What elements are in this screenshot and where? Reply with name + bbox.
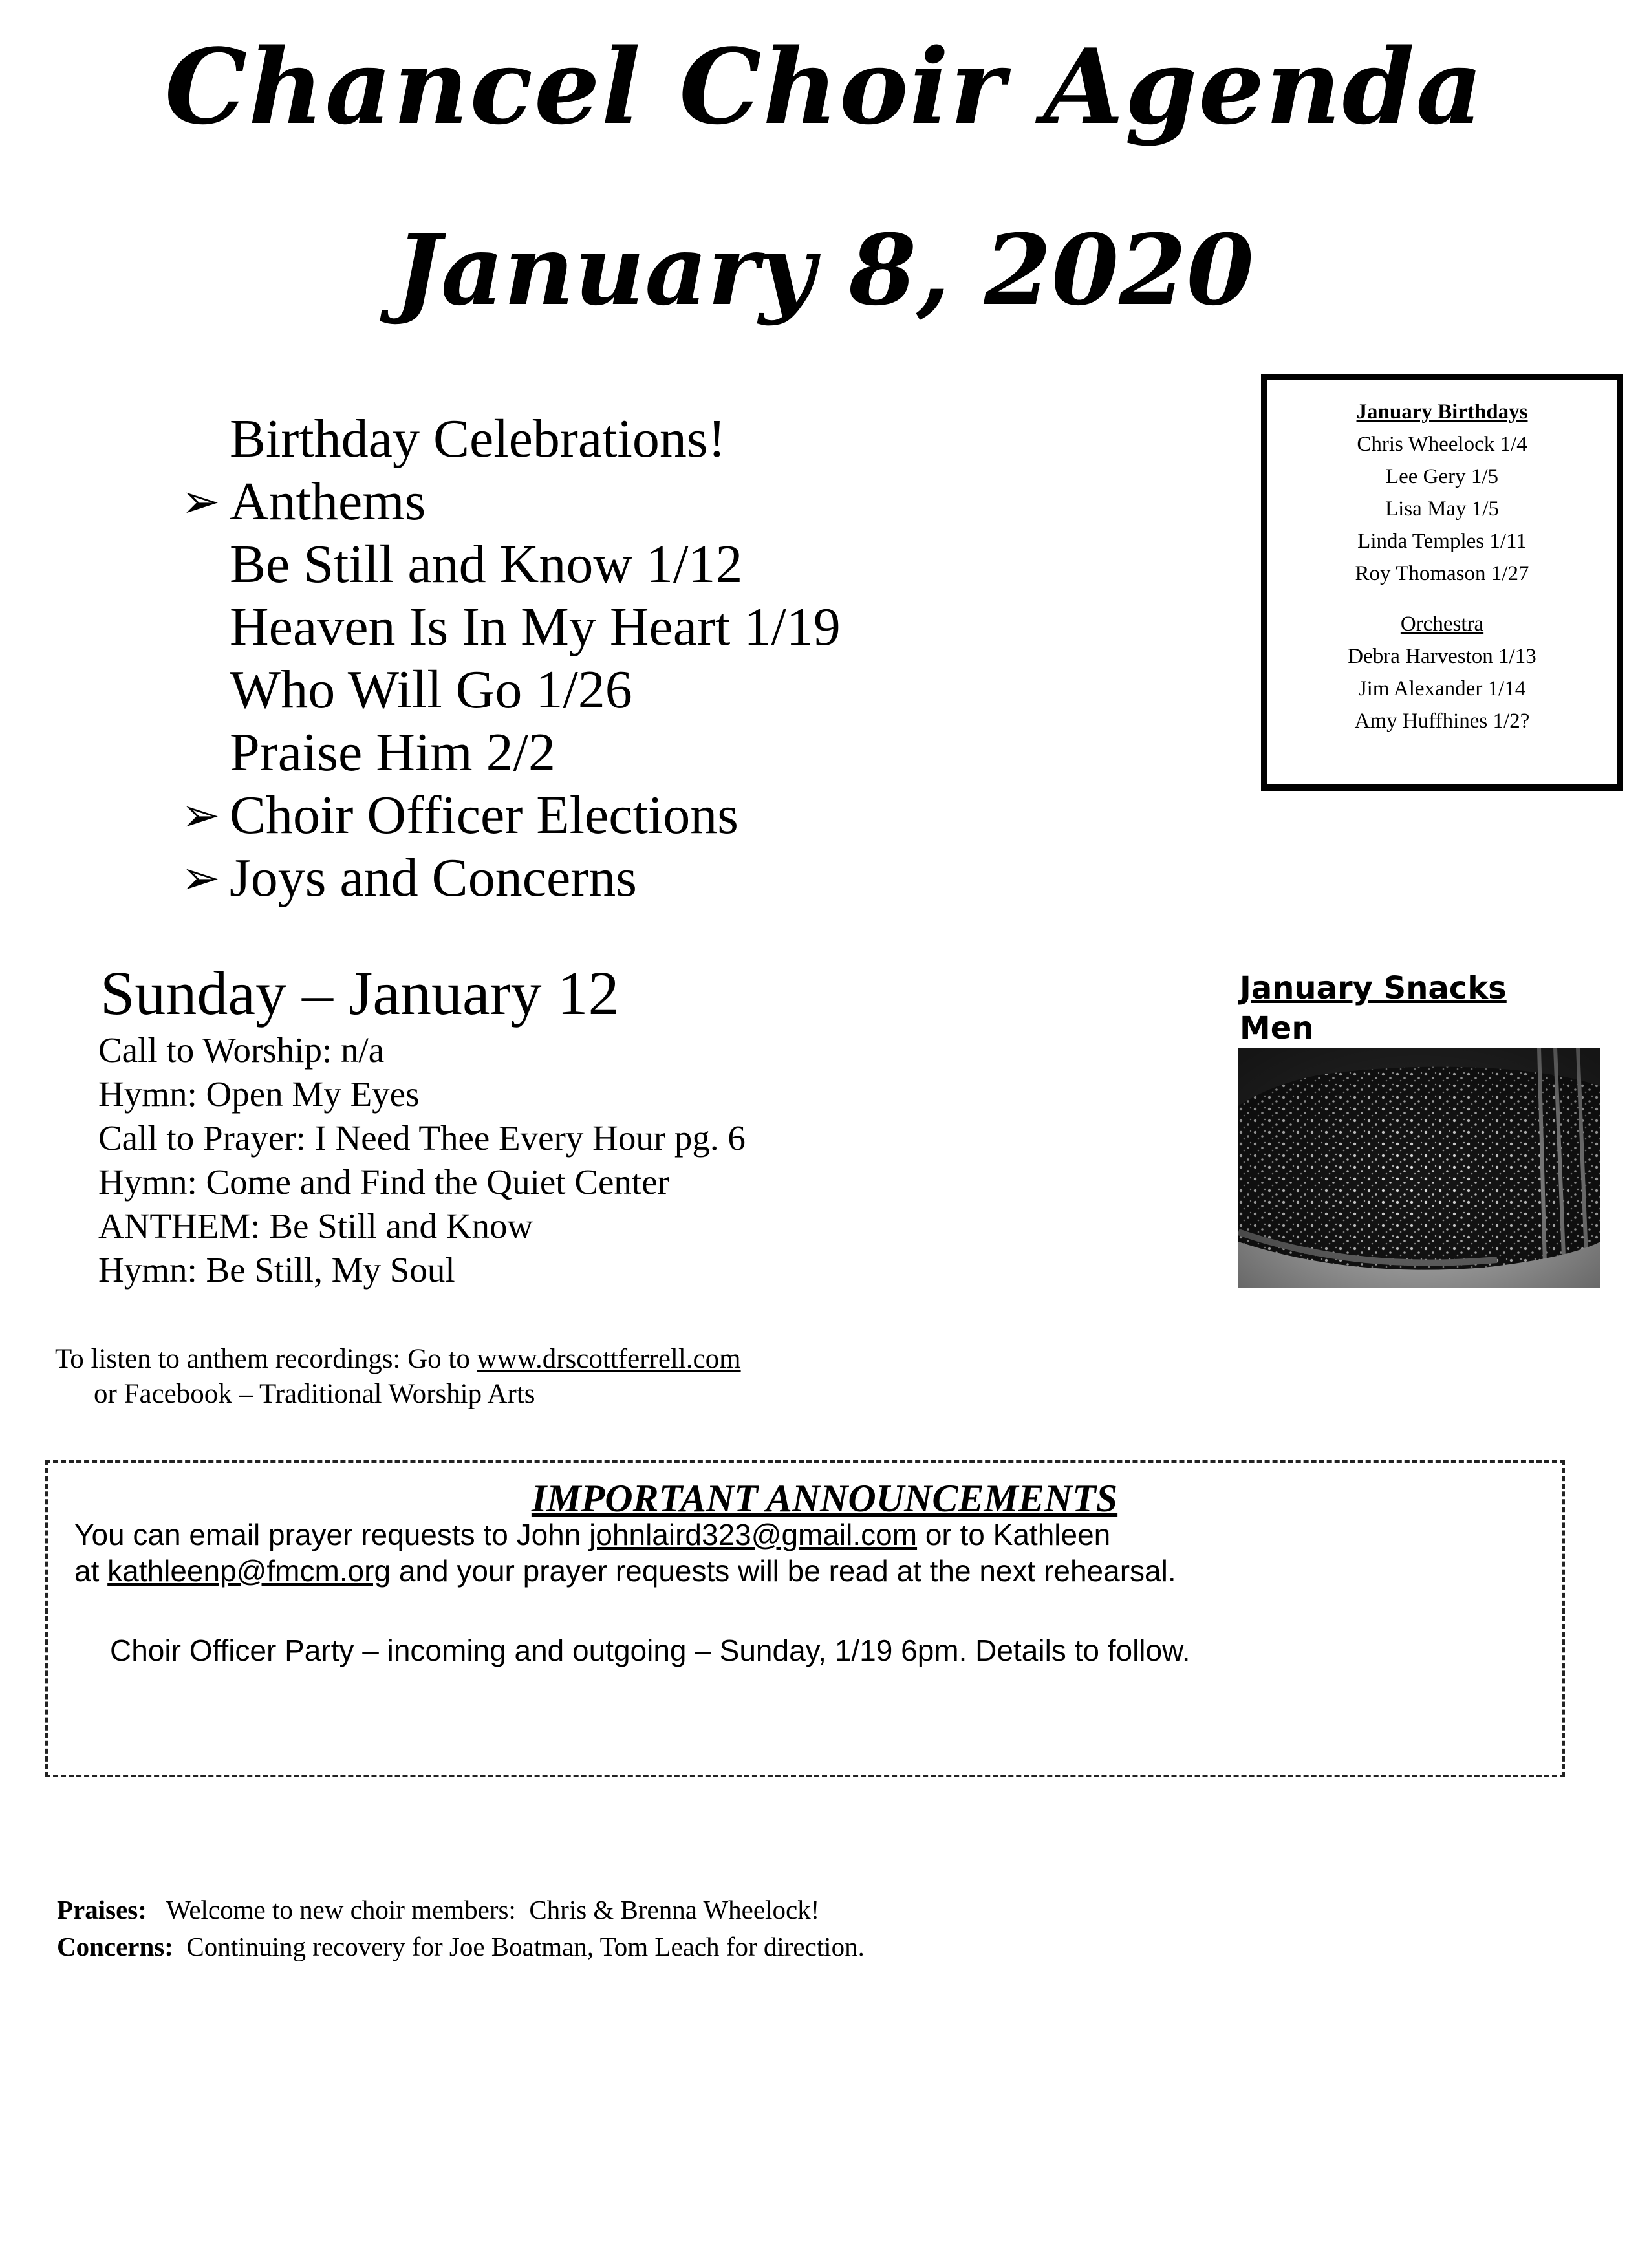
anthem-item: Who Will Go 1/26 bbox=[230, 660, 632, 720]
snack-bowl-image bbox=[1238, 1048, 1600, 1288]
agenda-list bbox=[181, 407, 841, 909]
prayer-line-1-suffix: or to Kathleen bbox=[917, 1518, 1111, 1551]
arrow-bullet-icon: ➢ bbox=[181, 474, 221, 528]
birthday-item: Chris Wheelock 1/4 bbox=[1357, 433, 1527, 456]
orchestra-birthday-item: Amy Huffhines 1/2? bbox=[1354, 709, 1530, 733]
birthday-item: Roy Thomason 1/27 bbox=[1355, 562, 1529, 585]
party-announcement: Choir Officer Party – incoming and outgoing – Sunday, 1/19 6pm. Details to follow. bbox=[110, 1634, 1191, 1667]
prayer-request-text bbox=[74, 1517, 1176, 1589]
snacks-section bbox=[1240, 968, 1507, 1048]
praises-concerns bbox=[57, 1892, 865, 1965]
anthem-item: Praise Him 2/2 bbox=[230, 722, 555, 783]
anthem-item: Be Still and Know 1/12 bbox=[230, 534, 743, 594]
service-item: Call to Prayer: I Need Thee Every Hour pg. 6 bbox=[98, 1118, 746, 1158]
service-item: Hymn: Come and Find the Quiet Center bbox=[98, 1162, 669, 1202]
email-link-john[interactable]: johnlaird323@gmail.com bbox=[589, 1518, 918, 1551]
service-item: Hymn: Be Still, My Soul bbox=[98, 1250, 455, 1290]
agenda-item-birthday: Birthday Celebrations! bbox=[230, 409, 726, 469]
agenda-date: January 8, 2020 bbox=[394, 213, 1255, 327]
concerns-label: Concerns: bbox=[57, 1932, 173, 1961]
anthem-item: Heaven Is In My Heart 1/19 bbox=[230, 597, 841, 657]
prayer-line-1: You can email prayer requests to John bbox=[74, 1518, 590, 1551]
snacks-group: Men bbox=[1240, 1010, 1314, 1046]
joys-label: Joys and Concerns bbox=[230, 848, 637, 908]
birthday-item: Linda Temples 1/11 bbox=[1357, 530, 1527, 553]
listen-prefix: To listen to anthem recordings: Go to bbox=[55, 1344, 477, 1374]
listen-info bbox=[55, 1342, 741, 1412]
orchestra-birthday-item: Debra Harveston 1/13 bbox=[1348, 645, 1536, 668]
email-link-kathleen[interactable]: kathleenp@fmcm.org bbox=[107, 1554, 391, 1588]
praises-line bbox=[57, 1892, 865, 1928]
birthdays-box bbox=[1261, 374, 1623, 791]
arrow-bullet-icon: ➢ bbox=[181, 788, 221, 842]
website-link[interactable]: www.drscottferrell.com bbox=[477, 1344, 741, 1374]
snacks-heading: January Snacks bbox=[1240, 970, 1507, 1006]
concerns-line bbox=[57, 1928, 865, 1965]
service-item: Call to Worship: n/a bbox=[98, 1030, 385, 1070]
prayer-line-2-suffix: and your prayer requests will be read at the next rehearsal. bbox=[391, 1554, 1176, 1588]
concerns-text: Continuing recovery for Joe Boatman, Tom Leach for direction. bbox=[173, 1932, 865, 1961]
listen-facebook: or Facebook – Traditional Worship Arts bbox=[94, 1379, 535, 1409]
page-title: Chancel Choir Agenda bbox=[164, 26, 1485, 147]
birthday-item: Lee Gery 1/5 bbox=[1385, 465, 1499, 488]
orchestra-birthday-item: Jim Alexander 1/14 bbox=[1358, 677, 1526, 700]
elections-label: Choir Officer Elections bbox=[230, 785, 738, 845]
birthday-item: Lisa May 1/5 bbox=[1385, 497, 1499, 521]
agenda-item-anthems bbox=[181, 470, 841, 533]
praises-text: Welcome to new choir members: Chris & Brenna Wheelock! bbox=[146, 1895, 820, 1925]
birthdays-heading: January Birthdays bbox=[1356, 400, 1528, 424]
sunday-service-list bbox=[98, 1028, 746, 1292]
praises-label: Praises: bbox=[57, 1895, 147, 1925]
arrow-bullet-icon: ➢ bbox=[181, 850, 221, 905]
service-item: Hymn: Open My Eyes bbox=[98, 1074, 420, 1114]
sunday-heading: Sunday – January 12 bbox=[100, 958, 620, 1028]
prayer-line-2: at bbox=[74, 1554, 108, 1588]
service-item: ANTHEM: Be Still and Know bbox=[98, 1206, 534, 1246]
announcements-heading: IMPORTANT ANNOUNCEMENTS bbox=[531, 1477, 1118, 1520]
anthems-label: Anthems bbox=[230, 471, 426, 532]
orchestra-heading: Orchestra bbox=[1400, 612, 1484, 636]
agenda-item-joys bbox=[181, 847, 841, 909]
agenda-item-elections bbox=[181, 784, 841, 847]
